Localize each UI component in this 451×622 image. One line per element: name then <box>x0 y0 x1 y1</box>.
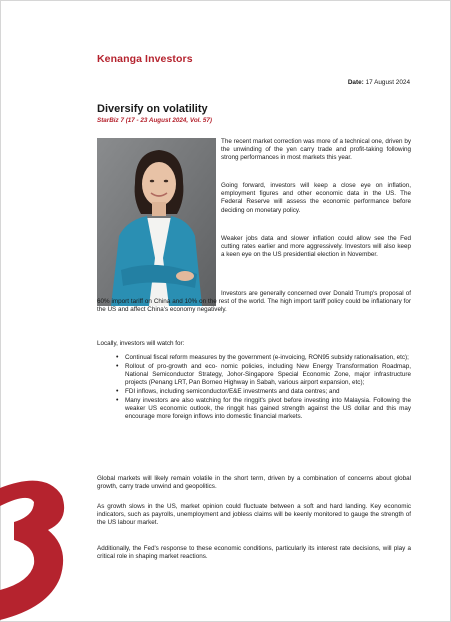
closing-paragraph-3: Additionally, the Fed's response to these economic conditions, particularly its interest rate decisions, will play a critical role in shaping market reactions. <box>97 545 411 561</box>
paragraph-1: The recent market correction was more of a technical one, driven by the unwinding of the yen carry trade and profit-taking following strong performances in most markets this year. <box>221 138 411 162</box>
date-line <box>348 79 410 86</box>
date-label: Date: <box>347 79 364 86</box>
article-source: StarBiz 7 (17 - 23 August 2024, Vol. 57) <box>97 117 213 124</box>
date-value: 17 August 2024 <box>365 79 410 86</box>
paragraph-4: Investors are generally concerned over Donald Trump's proposal of 60% import tariff on China and 10% on the rest of the world. The high import tariff policy could be inflationary for the US and affect China's economy negatively. <box>97 290 411 314</box>
brand-logo-mark <box>0 470 70 622</box>
portrait-photo <box>97 138 216 306</box>
list-item: • Rollout of pro-growth and eco- nomic policies, including New Energy Transformation Roadmap, National Semiconductor Strategy, Johor-Singapore Special Economic Zone, major infrastructure projects (Penang LRT, Pan Borneo Highway in Sabah, various airport expansion, etc); <box>97 363 411 388</box>
list-item: • Continual fiscal reform measures by the government (e-invoicing, RON95 subsidy rationalisation, etc); <box>97 354 411 362</box>
list-item: • Many investors are also watching for the ringgit's pivot before investing into Malaysia. Following the weaker US economic outlook, the ringgit has gained strength against the US dollar and this may encourage more foreign inflows into domestic financial markets. <box>97 397 411 422</box>
brand-name: Kenanga Investors <box>97 53 193 65</box>
local-watch-intro: Locally, investors will watch for: <box>97 340 185 347</box>
closing-paragraph-1: Global markets will likely remain volatile in the short term, driven by a combination of concerns about global growth, carry trade unwind and geopolitics. <box>97 475 411 491</box>
local-watch-list <box>97 354 411 422</box>
paragraph-2: Going forward, investors will keep a close eye on inflation, employment figures and other economic data in the US. The Federal Reserve will assess the economic performance before deciding on monetary policy. <box>221 182 411 214</box>
list-item: • FDI inflows, including semiconductor/E&E investments and data centres; and <box>97 388 411 396</box>
article-title: Diversify on volatility <box>97 103 208 115</box>
paragraph-3: Weaker jobs data and slower inflation could allow see the Fed cutting rates earlier and more aggressively. Investors will also keep a keen eye on the US presidential election in November. <box>221 235 411 259</box>
closing-paragraph-2: As growth slows in the US, market opinion could fluctuate between a soft and hard landing. Key economic indicators, such as payrolls, unemployment and jobless claims will be keenly monitored to gauge the strength of the US labour market. <box>97 503 411 527</box>
